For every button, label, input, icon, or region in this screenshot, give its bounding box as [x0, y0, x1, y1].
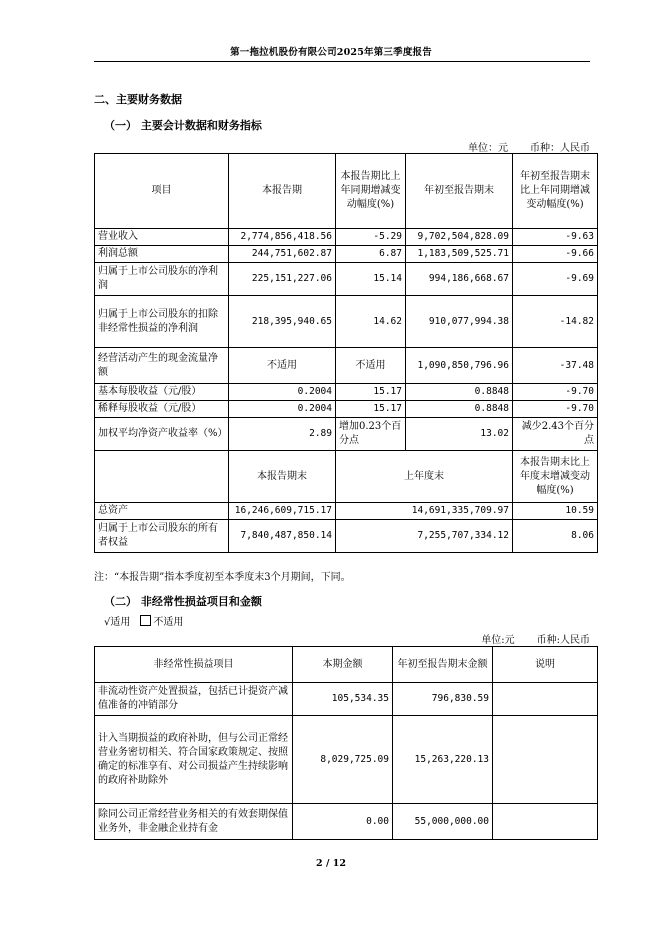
- cell-value: -14.82: [513, 296, 598, 348]
- col-header: 年初至报告期末金额: [393, 647, 493, 683]
- unit-line-1: [446, 139, 590, 154]
- cell-value: -9.70: [513, 401, 598, 418]
- col-header: 本报告期: [229, 154, 336, 229]
- col-header: 年初至报告期末: [406, 154, 513, 229]
- cell-value: 0.8848: [406, 384, 513, 401]
- unit-label: 单位:元: [481, 635, 515, 646]
- cell-value: 2.89: [229, 418, 336, 451]
- row-label: 利润总额: [95, 246, 229, 263]
- currency-label: 币种:人民币: [536, 635, 590, 646]
- cell-value: 0.2004: [229, 384, 336, 401]
- row-label: 稀释每股收益（元/股）: [95, 401, 229, 418]
- cell-value: 7,840,487,850.14: [229, 520, 336, 553]
- table-row: [95, 229, 598, 246]
- col-header: 本期金额: [293, 647, 393, 683]
- cell-value: 8.06: [513, 520, 598, 553]
- table-row: [95, 263, 598, 296]
- table-row: [95, 520, 598, 553]
- non-recurring-items-table: [94, 646, 598, 840]
- applicability-line: [104, 613, 183, 628]
- col-header: 本报告期比上年同期增减变动幅度(%): [336, 154, 406, 229]
- financial-indicators-table: [94, 153, 598, 553]
- col-header: 上年度末: [336, 451, 513, 503]
- cell-value: 225,151,227.06: [229, 263, 336, 296]
- cell-value: 7,255,707,334.12: [336, 520, 513, 553]
- cell-value: 105,534.35: [293, 683, 393, 716]
- cell-value: 0.00: [293, 804, 393, 840]
- col-header: 本报告期末比上年度末增减变动幅度(%): [513, 451, 598, 503]
- unit-label: 单位：元: [468, 143, 508, 154]
- cell-value: 0.2004: [229, 401, 336, 418]
- cell-value: -9.63: [513, 229, 598, 246]
- cell-value: 15.14: [336, 263, 406, 296]
- row-label: 归属于上市公司股东的净利润: [95, 263, 229, 296]
- cell-value: 218,395,940.65: [229, 296, 336, 348]
- row-label: 归属于上市公司股东的所有者权益: [95, 520, 229, 553]
- table-header-row: [95, 154, 598, 229]
- empty-cell: [95, 451, 229, 503]
- page-header: 第一拖拉机股份有限公司2025年第三季度报告: [230, 47, 432, 58]
- currency-label: 币种：人民币: [530, 143, 590, 154]
- subsection-1-title: （一） 主要会计数据和财务指标: [104, 119, 262, 132]
- applicable-option: √适用: [104, 617, 131, 628]
- unit-line-2: [459, 631, 590, 646]
- row-label: 归属于上市公司股东的扣除非经常性损益的净利润: [95, 296, 229, 348]
- col-header: 非经常性损益项目: [95, 647, 293, 683]
- table-row: [95, 384, 598, 401]
- col-header: 说明: [493, 647, 598, 683]
- cell-value: 994,186,668.67: [406, 263, 513, 296]
- cell-value: 8,029,725.09: [293, 716, 393, 804]
- cell-value: 13.02: [406, 418, 513, 451]
- cell-value: -9.66: [513, 246, 598, 263]
- row-label: 基本每股收益（元/股）: [95, 384, 229, 401]
- table-header-row: [95, 647, 598, 683]
- cell-value: 55,000,000.00: [393, 804, 493, 840]
- cell-note: [493, 804, 598, 840]
- cell-value: 796,830.59: [393, 683, 493, 716]
- cell-value: -9.70: [513, 384, 598, 401]
- table-row: [95, 503, 598, 520]
- row-label: 营业收入: [95, 229, 229, 246]
- subsection-2-title: （二） 非经常性损益项目和金额: [104, 595, 262, 608]
- cell-value: 0.8848: [406, 401, 513, 418]
- table-row: [95, 716, 598, 804]
- cell-value: 15.17: [336, 401, 406, 418]
- table-row: [95, 683, 598, 716]
- cell-value: 16,246,609,715.17: [229, 503, 336, 520]
- cell-value: -9.69: [513, 263, 598, 296]
- cell-value: 2,774,856,418.56: [229, 229, 336, 246]
- table-header-row-2: [95, 451, 598, 503]
- table-row: [95, 348, 598, 384]
- cell-value: -5.29: [336, 229, 406, 246]
- row-label: 加权平均净资产收益率（%）: [95, 418, 229, 451]
- header-divider: [94, 61, 590, 62]
- col-header: 本报告期末: [229, 451, 336, 503]
- table-note: 注：“本报告期”指本季度初至本季度末3个月期间，下同。: [94, 572, 351, 583]
- cell-value: 244,751,602.87: [229, 246, 336, 263]
- cell-value: 1,183,509,525.71: [406, 246, 513, 263]
- cell-value: -37.48: [513, 348, 598, 384]
- cell-note: [493, 716, 598, 804]
- row-label: 除同公司正常经营业务相关的有效套期保值业务外，非金融企业持有金: [95, 804, 293, 840]
- row-label: 总资产: [95, 503, 229, 520]
- cell-value: 9,702,504,828.09: [406, 229, 513, 246]
- table-row: [95, 804, 598, 840]
- cell-value: 14.62: [336, 296, 406, 348]
- checkbox-icon: [140, 615, 151, 626]
- table-row: [95, 296, 598, 348]
- table-row: [95, 401, 598, 418]
- cell-value: 15.17: [336, 384, 406, 401]
- page-number: 2 / 12: [316, 858, 346, 869]
- table-row: [95, 418, 598, 451]
- cell-value: 增加0.23个百分点: [336, 418, 406, 451]
- cell-value: 6.87: [336, 246, 406, 263]
- row-label: 计入当期损益的政府补助，但与公司正常经营业务密切相关、符合国家政策规定、按照确定的标准享有、对公司损益产生持续影响的政府补助除外: [95, 716, 293, 804]
- col-header: 项目: [95, 154, 229, 229]
- cell-value: 不适用: [229, 348, 336, 384]
- cell-value: 10.59: [513, 503, 598, 520]
- cell-value: 15,263,220.13: [393, 716, 493, 804]
- cell-note: [493, 683, 598, 716]
- cell-value: 14,691,335,709.97: [336, 503, 513, 520]
- cell-value: 1,090,850,796.96: [406, 348, 513, 384]
- table-row: [95, 246, 598, 263]
- cell-value: 减少2.43个百分点: [513, 418, 598, 451]
- cell-value: 不适用: [336, 348, 406, 384]
- row-label: 经营活动产生的现金流量净额: [95, 348, 229, 384]
- row-label: 非流动性资产处置损益，包括已计提资产减值准备的冲销部分: [95, 683, 293, 716]
- not-applicable-option: 不适用: [153, 617, 184, 628]
- cell-value: 910,077,994.38: [406, 296, 513, 348]
- section-title: 二、主要财务数据: [94, 93, 182, 106]
- col-header: 年初至报告期末比上年同期增减变动幅度(%): [513, 154, 598, 229]
